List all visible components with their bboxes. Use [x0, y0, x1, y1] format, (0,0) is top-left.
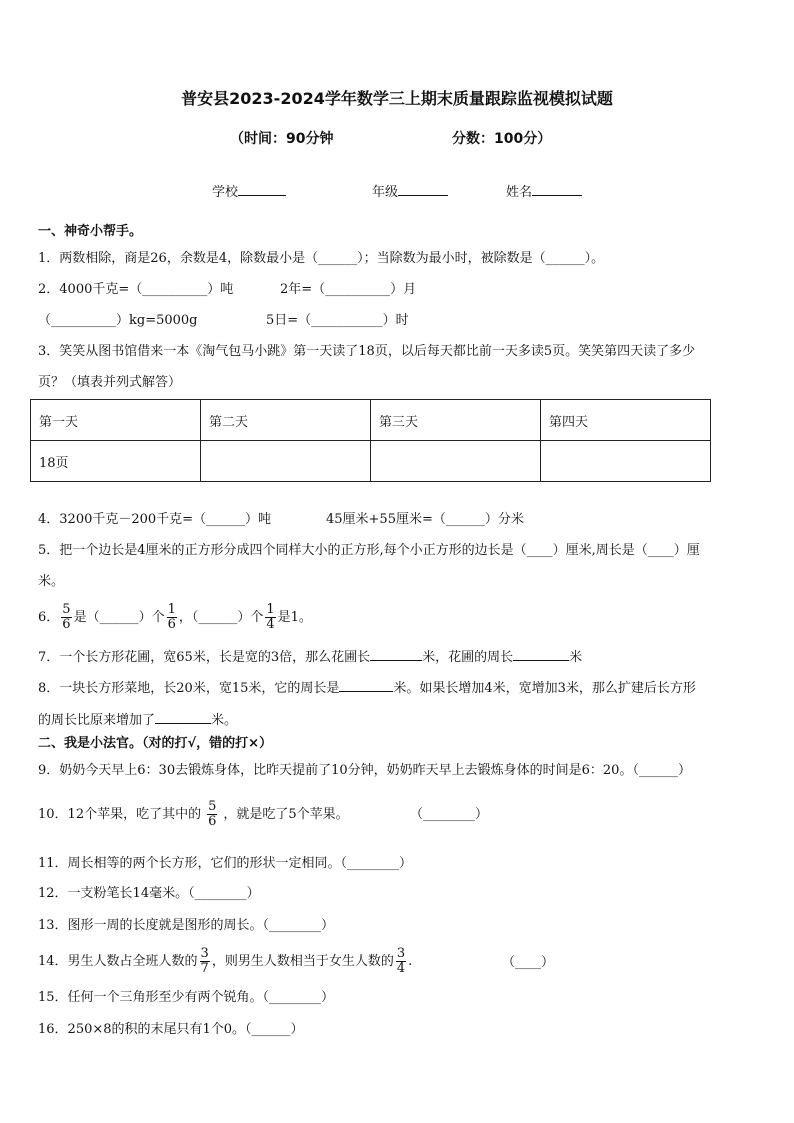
name-blank[interactable]: [532, 183, 582, 196]
question-10-text-b: ，就是吃了5个苹果。: [223, 807, 349, 822]
table-header-cell: 第四天: [541, 400, 711, 441]
fraction-1-4: [265, 603, 275, 632]
question-4b: 45厘米+55厘米=（______）分米: [326, 512, 524, 527]
table-row: [31, 441, 711, 482]
question-7-text-b: 米，花圃的周长: [422, 650, 514, 665]
fraction-denominator: 4: [266, 617, 275, 632]
question-6-text2: ，（______）个: [178, 610, 264, 625]
question-14-text-b: ，则男生人数相当于女生人数的: [211, 954, 394, 969]
table-header-cell: 第二天: [201, 400, 371, 441]
fraction-1-6: [167, 603, 177, 632]
fraction-numerator: 3: [200, 946, 209, 961]
question-9: 9．奶奶今天早上6：30去锻炼身体，比昨天提前了10分钟，奶奶昨天早上去锻炼身体的时间是6：20。（______）: [38, 763, 691, 778]
question-6-text1: 是（______）个: [73, 610, 165, 625]
school-label: 学校: [212, 185, 239, 200]
question-2c: （__________）kg=5000g: [38, 313, 198, 328]
question-3-line1: 3．笑笑从图书馆借来一本《淘气包马小跳》第一天读了18页，以后每天都比前一天多读5页。笑笑第四天读了多少: [38, 344, 696, 359]
fraction-3-4: [396, 947, 406, 976]
page-title: 普安县2023-2024学年数学三上期末质量跟踪监视模拟试题: [181, 89, 613, 108]
table-header-row: [31, 400, 711, 441]
table-cell-answer[interactable]: [541, 441, 711, 482]
fraction-numerator: 3: [396, 946, 406, 961]
question-4a: 4．3200千克－200千克=（______）吨: [38, 512, 272, 527]
fraction-denominator: 4: [396, 961, 406, 976]
question-8-text-a: 8．一块长方形菜地，长20米，宽15米，它的周长是: [38, 681, 340, 696]
question-3-line2: 页？（填表并列式解答）: [38, 375, 182, 390]
question-15: 15．任何一个三角形至少有两个锐角。（________）: [38, 990, 335, 1005]
question-14-text-a: 14．男生人数占全班人数的: [38, 954, 198, 969]
question-16: 16．250×8的积的末尾只有1个0。（______）: [38, 1022, 304, 1037]
answer-blank[interactable]: [155, 711, 211, 724]
question-7-text-c: 米: [569, 650, 583, 665]
question-11: 11．周长相等的两个长方形，它们的形状一定相同。（________）: [38, 856, 413, 871]
question-13: 13．图形一周的长度就是图形的周长。（________）: [38, 918, 335, 933]
answer-blank[interactable]: [370, 648, 422, 661]
name-label: 姓名: [506, 185, 533, 200]
question-7-text-a: 7．一个长方形花圃，宽65米，长是宽的3倍，那么花圃长: [38, 650, 371, 665]
fraction-numerator: 1: [266, 602, 275, 617]
question-1: 1．两数相除，商是26，余数是4，除数最小是（______）；当除数为最小时，被除数是（______）。: [38, 251, 605, 266]
question-8-text-b: 米。如果长增加4米，宽增加3米，那么扩建后长方形: [393, 681, 696, 696]
fraction-numerator: 5: [208, 799, 217, 814]
reading-table: [30, 399, 711, 482]
question-6-text3: 是1。: [277, 610, 312, 625]
school-blank[interactable]: [238, 183, 286, 196]
table-cell-answer[interactable]: [371, 441, 541, 482]
question-8-line2: [38, 711, 237, 729]
grade-blank[interactable]: [398, 183, 448, 196]
question-10-text-a: 10．12个苹果，吃了其中的: [38, 807, 202, 822]
question-7: [38, 648, 582, 666]
exam-score: 分数：100分）: [452, 131, 552, 147]
answer-blank[interactable]: [339, 679, 393, 692]
grade-field: [372, 183, 448, 201]
question-8-text-c: 的周长比原来增加了: [38, 713, 156, 728]
fraction-3-7: [200, 947, 210, 976]
table-cell-answer[interactable]: [201, 441, 371, 482]
fraction-5-6: [207, 800, 217, 829]
question-10: [38, 798, 349, 832]
school-field: [212, 183, 286, 201]
question-12: 12．一支粉笔长14毫米。（________）: [38, 886, 260, 901]
fraction-5-6: [61, 603, 71, 632]
question-6-number: 6．: [38, 610, 60, 625]
question-5-line2: 米。: [38, 574, 65, 589]
fraction-denominator: 6: [167, 617, 176, 632]
question-14-blank[interactable]: （____）: [502, 955, 555, 970]
question-2a: 2．4000千克=（__________）吨: [38, 282, 234, 297]
question-10-blank[interactable]: （________）: [410, 807, 489, 822]
question-8-line1: [38, 679, 696, 697]
fraction-numerator: 1: [167, 602, 176, 617]
fraction-numerator: 5: [62, 602, 71, 617]
table-header-cell: 第一天: [31, 400, 201, 441]
section2-heading: 二、我是小法官。（对的打√，错的打×）: [38, 736, 273, 751]
exam-time: （时间：90分钟: [230, 131, 334, 147]
question-2b: 2年=（__________）月: [280, 282, 417, 297]
section1-heading: 一、神奇小帮手。: [38, 224, 143, 239]
question-6: [38, 602, 312, 634]
fraction-denominator: 7: [200, 961, 209, 976]
question-14-text-c: .: [408, 954, 413, 969]
name-field: [506, 183, 582, 201]
table-cell: 18页: [31, 441, 201, 482]
fraction-denominator: 6: [62, 617, 71, 632]
question-14: [38, 945, 412, 979]
question-8-text-d: 米。: [211, 713, 238, 728]
question-5-line1: 5．把一个边长是4厘米的正方形分成四个同样大小的正方形,每个小正方形的边长是（____）厘米,周长是（____）厘: [38, 543, 700, 558]
answer-blank[interactable]: [513, 648, 569, 661]
table-header-cell: 第三天: [371, 400, 541, 441]
fraction-denominator: 6: [208, 814, 217, 829]
question-2d: 5日=（___________）时: [266, 313, 409, 328]
grade-label: 年级: [372, 185, 399, 200]
